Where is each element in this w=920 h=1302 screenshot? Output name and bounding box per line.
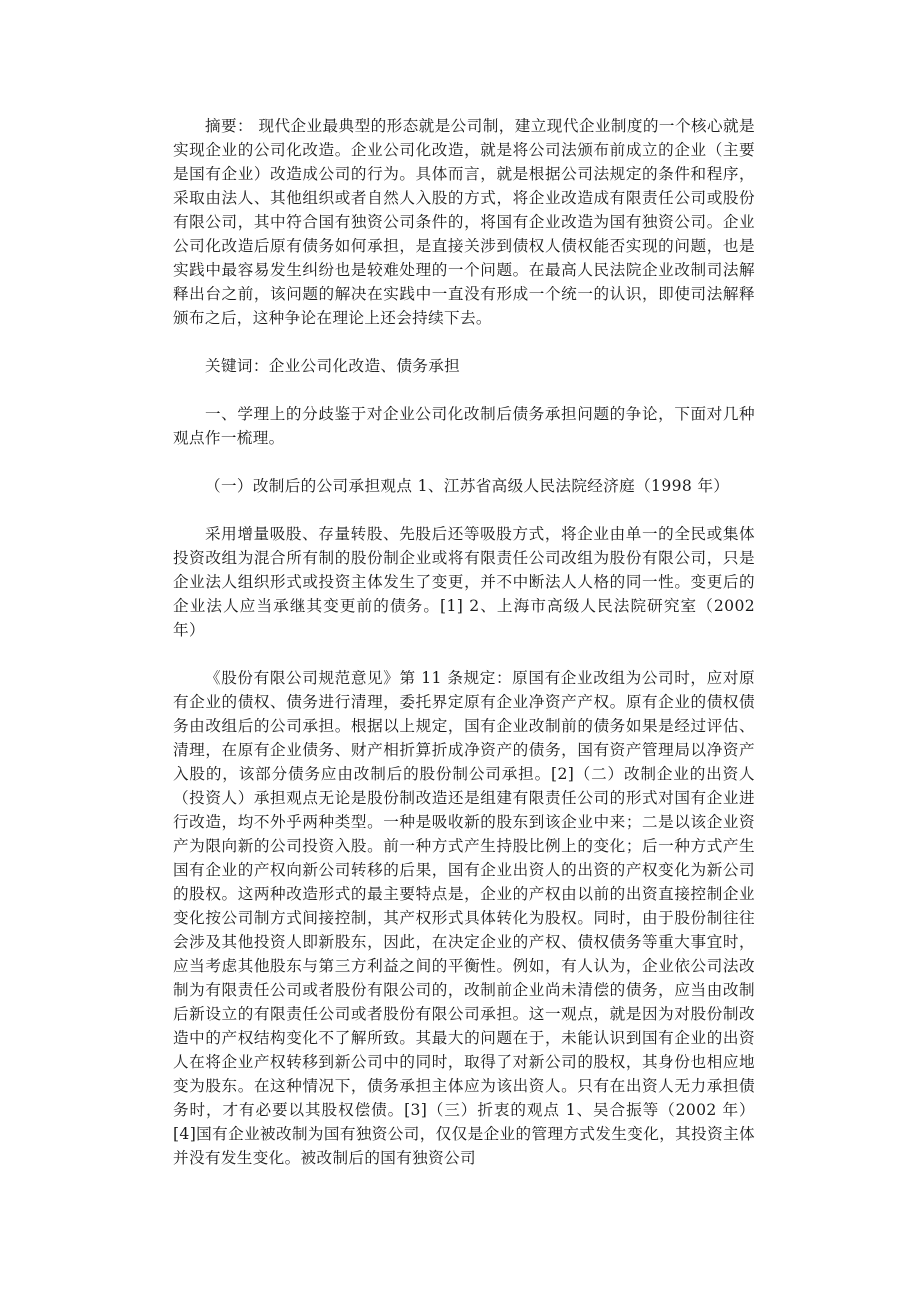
abstract-label: 摘要：	[205, 117, 254, 135]
body-paragraph-1: 采用增量吸股、存量转股、先股后还等吸股方式，将企业由单一的全民或集体投资改组为混合所有制的股份制企业或将有限责任公司改组为股份有限公司，只是企业法人组织形式或投资主体发生了变更，并不中断法人人格的同一性。变更后的企业法人应当承继其变更前的债务。[1] 2、上海市高级人民法院研究室（2002 年）	[173, 525, 755, 639]
subsection-heading-1: （一）改制后的公司承担观点 1、江苏省高级人民法院经济庭（1998 年）	[205, 477, 730, 495]
section-heading-1: 一、学理上的分歧鉴于对企业公司化改制后债务承担问题的争论，下面对几种观点作一梳理。	[173, 405, 755, 447]
abstract-text: 现代企业最典型的形态就是公司制，建立现代企业制度的一个核心就是实现企业的公司化改造。企业公司化改造，就是将公司法颁布前成立的企业（主要是国有企业）改造成公司的行为。具体而言，就是根据公司法规定的条件和程序，采取由法人、其他组织或者自然人入股的方式，将企业改造成有限责任公司或股份有限公司，其中符合国有独资公司条件的，将国有企业改造为国有独资公司。企业公司化改造后原有债务如何承担，是直接关涉到债权人债权能否实现的问题，也是实践中最容易发生纠纷也是较难处理的一个问题。在最高人民法院企业改制司法解释出台之前，该问题的解决在实践中一直没有形成一个统一的认识，即使司法解释颁布之后，这种争论在理论上还会持续下去。	[173, 117, 755, 327]
spacer	[173, 330, 755, 354]
spacer	[173, 642, 755, 666]
keywords-label: 关键词：	[205, 357, 269, 375]
spacer	[173, 378, 755, 402]
abstract-paragraph	[173, 114, 755, 330]
spacer	[173, 498, 755, 522]
keywords-text: 企业公司化改造、债务承担	[268, 357, 461, 375]
document-page	[173, 114, 755, 1170]
body-paragraph-2: 《股份有限公司规范意见》第 11 条规定：原国有企业改组为公司时，应对原有企业的债权、债务进行清理，委托界定原有企业净资产产权。原有企业的债权债务由改组后的公司承担。根据以上规定，国有企业改制前的债务如果是经过评估、清理，在原有企业债务、财产相折算折成净资产的债务，国有资产管理局以净资产入股的，该部分债务应由改制后的股份制公司承担。[2]（二）改制企业的出资人（投资人）承担观点无论是股份制改造还是组建有限责任公司的形式对国有企业进行改造，均不外乎两种类型。一种是吸收新的股东到该企业中来；二是以该企业资产为限向新的公司投资入股。前一种方式产生持股比例上的变化；后一种方式产生国有企业的产权向新公司转移的后果，国有企业出资人的出资的产权变化为新公司的股权。这两种改造形式的最主要特点是，企业的产权由以前的出资直接控制企业变化按公司制方式间接控制，其产权形式具体转化为股权。同时，由于股份制往往会涉及其他投资人即新股东，因此，在决定企业的产权、债权债务等重大事宜时，应当考虑其他股东与第三方利益之间的平衡性。例如，有人认为，企业依公司法改制为有限责任公司或者股份有限公司的，改制前企业尚未清偿的债务，应当由改制后新设立的有限责任公司或者股份有限公司承担。这一观点，就是因为对股份制改造中的产权结构变化不了解所致。其最大的问题在于，未能认识到国有企业的出资人在将企业产权转移到新公司中的同时，取得了对新公司的股权，其身份也相应地变为股东。在这种情况下，债务承担主体应为该出资人。只有在出资人无力承担债务时，才有必要以其股权偿债。[3]（三）折衷的观点 1、吴合振等（2002 年）[4]国有企业被改制为国有独资公司，仅仅是企业的管理方式发生变化，其投资主体并没有发生变化。被改制后的国有独资公司	[173, 669, 755, 1167]
keywords-paragraph	[173, 354, 755, 378]
spacer	[173, 450, 755, 474]
